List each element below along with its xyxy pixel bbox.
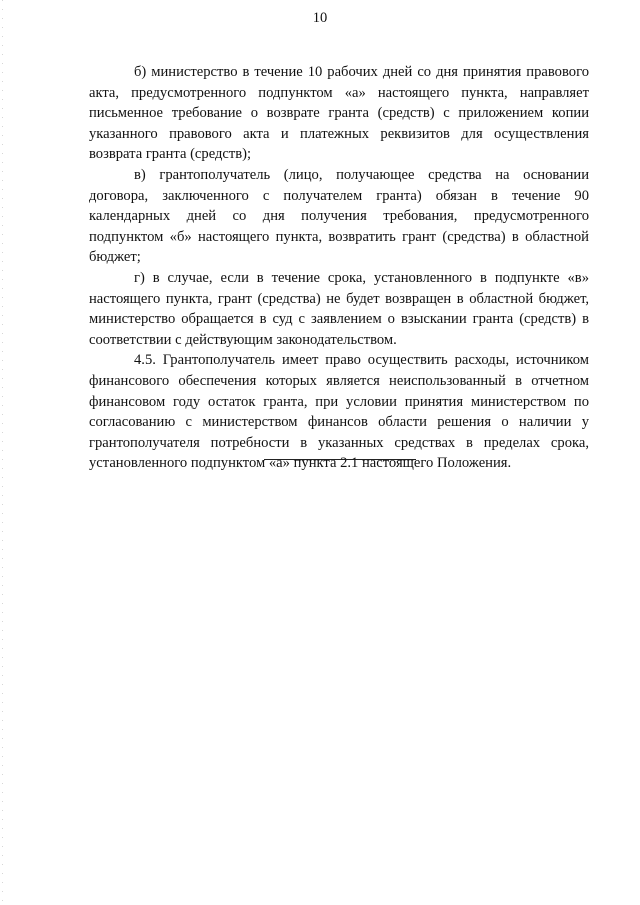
paragraph-subitem-g: г) в случае, если в течение срока, установленного в подпункте «в» настоящего пункта, грант (средства) не будет возвращен в областной бюджет, министерство обращается в суд с заявлением о взыскании гранта (средств) в соответствии с действующим законодательством. [89, 269, 589, 348]
scan-edge-artifact [2, 0, 3, 905]
document-body [89, 62, 589, 474]
page-number: 10 [312, 10, 328, 26]
paragraph-subitem-v: в) грантополучатель (лицо, получающее средства на основании договора, заключенного с получателем гранта) обязан в течение 90 календарных дней со дня получения требования, предусмотренного подпунктом «б» настоящего пункта, возвратить грант (средства) в областной бюджет; [89, 166, 589, 266]
paragraph-subitem-b: б) министерство в течение 10 рабочих дней со дня принятия правового акта, предусмотренного подпунктом «а» настоящего пункта, направляет письменное требование о возврате гранта (средств) с приложением копии указанного правового акта и платежных реквизитов для осуществления возврата гранта (средств); [89, 64, 589, 163]
end-divider-line [264, 459, 416, 460]
paragraph-4-5: 4.5. Грантополучатель имеет право осуществить расходы, источником финансового обеспечения которых является неиспользованный в отчетном финансовом году остаток гранта, при условии принятия министерством по согласованию с министерством финансов области решения о наличии у грантополучателя потребности в указанных средствах в пределах срока, установленного подпунктом «а» пункта 2.1 настоящего Положения. [89, 352, 589, 472]
